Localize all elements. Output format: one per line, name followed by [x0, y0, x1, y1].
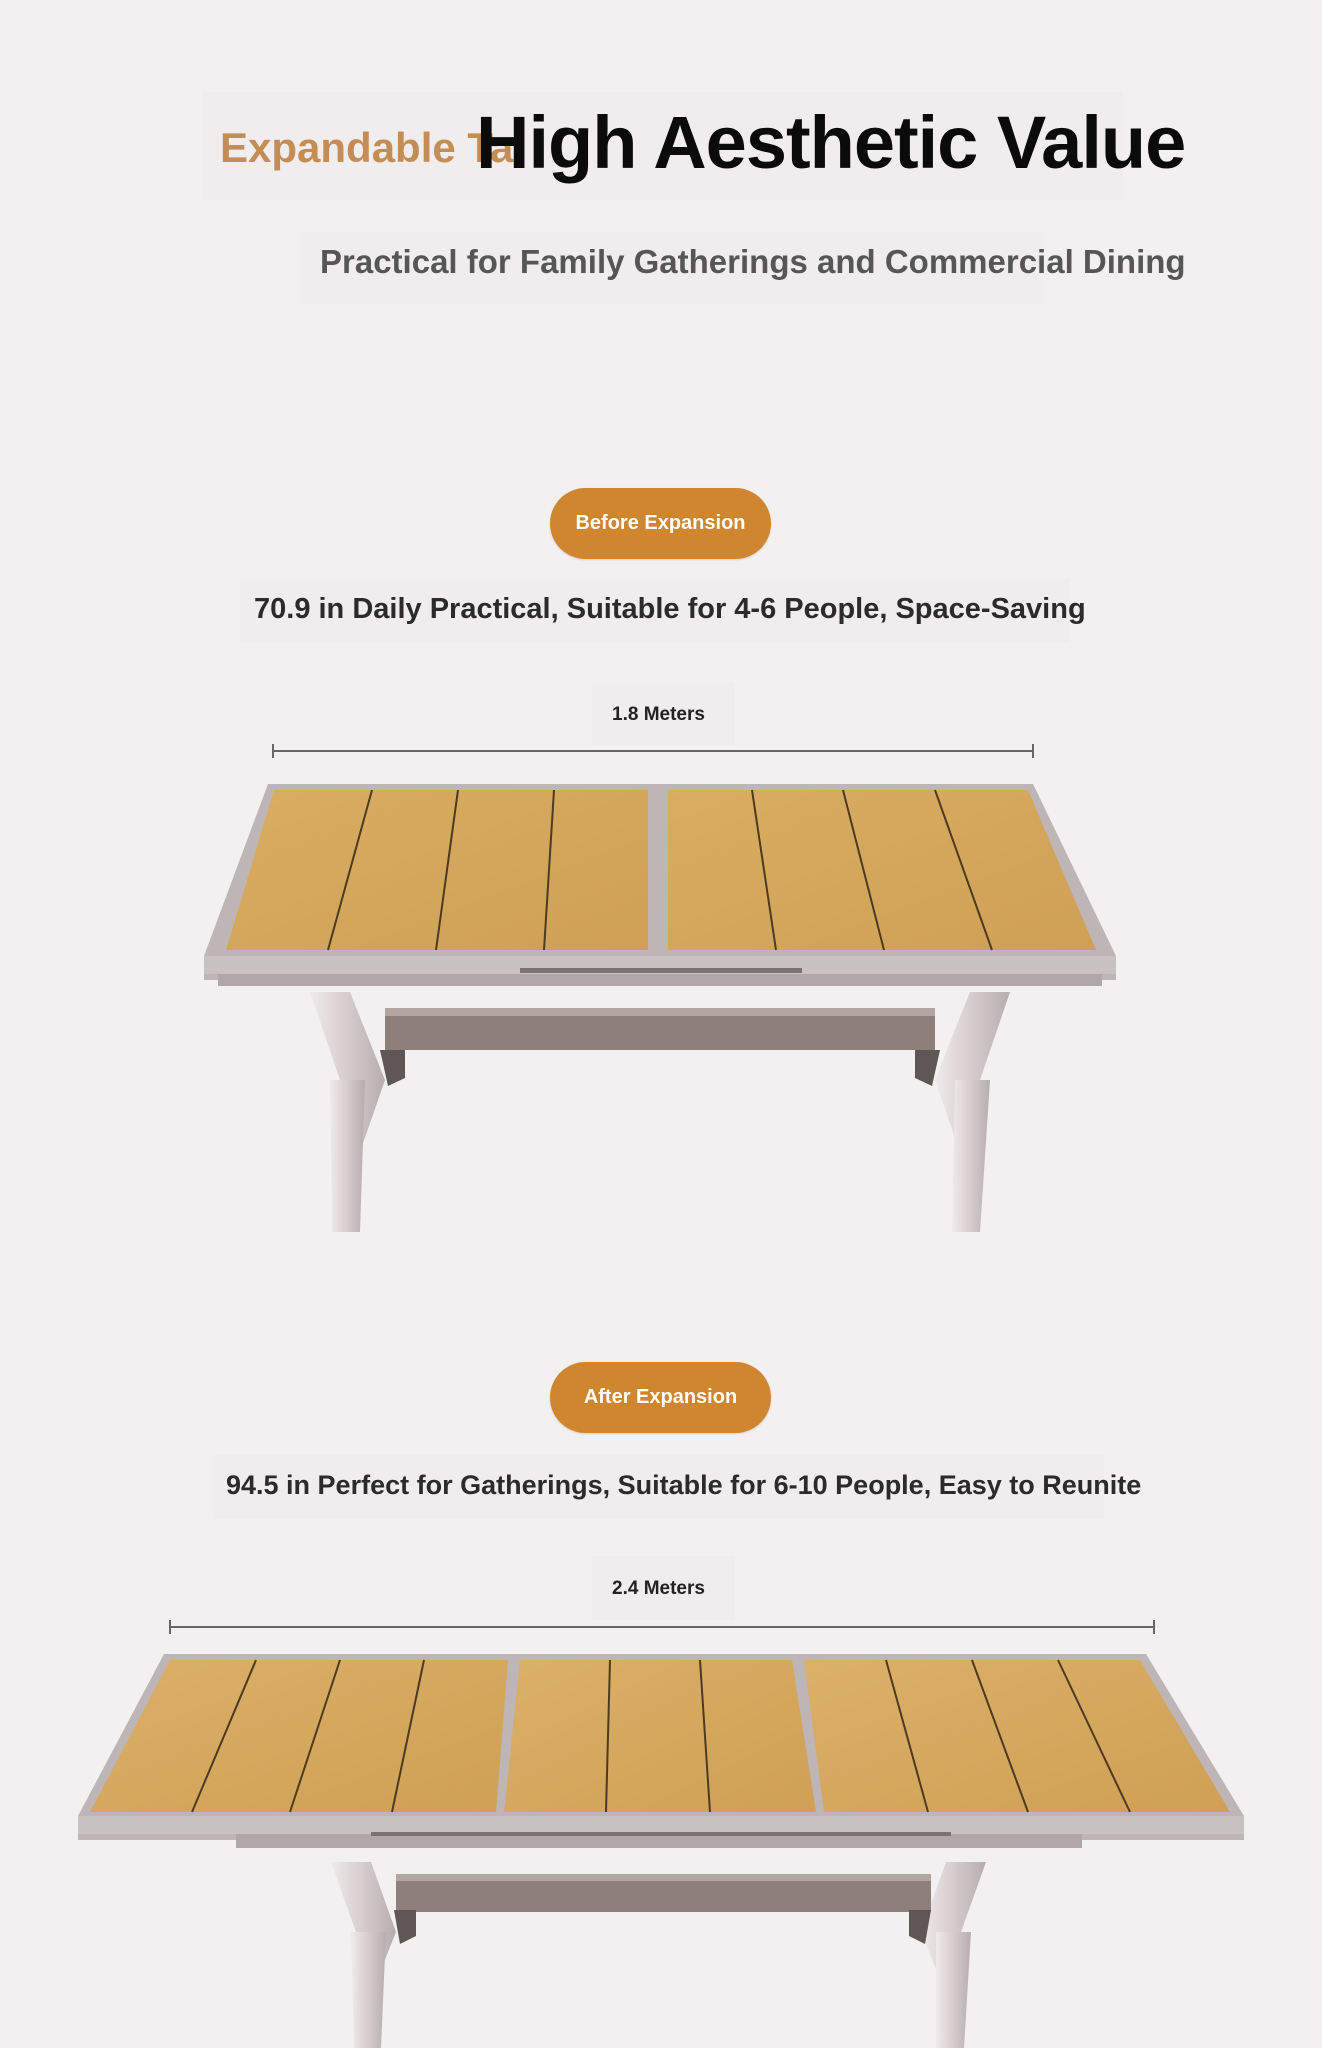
before-dimension-line [273, 750, 1033, 752]
table-after-image [76, 1652, 1248, 2048]
after-dimension-tick-left [169, 1620, 171, 1634]
after-dimension-line [170, 1626, 1154, 1628]
after-description: 94.5 in Perfect for Gatherings, Suitable for 6-10 People, Easy to Reunite [226, 1470, 1142, 1500]
before-description: 70.9 in Daily Practical, Suitable for 4-6 People, Space-Saving [254, 593, 1086, 625]
after-measurement: 2.4 Meters [612, 1578, 705, 1599]
page-subtitle: Practical for Family Gatherings and Commercial Dining [320, 243, 1186, 280]
after-dimension-tick-right [1153, 1620, 1155, 1634]
before-measurement: 1.8 Meters [612, 704, 705, 725]
page-title: High Aesthetic Value [476, 101, 1186, 184]
before-expansion-badge: Before Expansion [550, 488, 771, 559]
kicker-text: Expandable Ta [220, 124, 514, 171]
after-expansion-badge: After Expansion [550, 1362, 771, 1433]
table-before-image [200, 780, 1120, 1240]
before-dimension-tick-left [272, 744, 274, 758]
before-dimension-tick-right [1032, 744, 1034, 758]
